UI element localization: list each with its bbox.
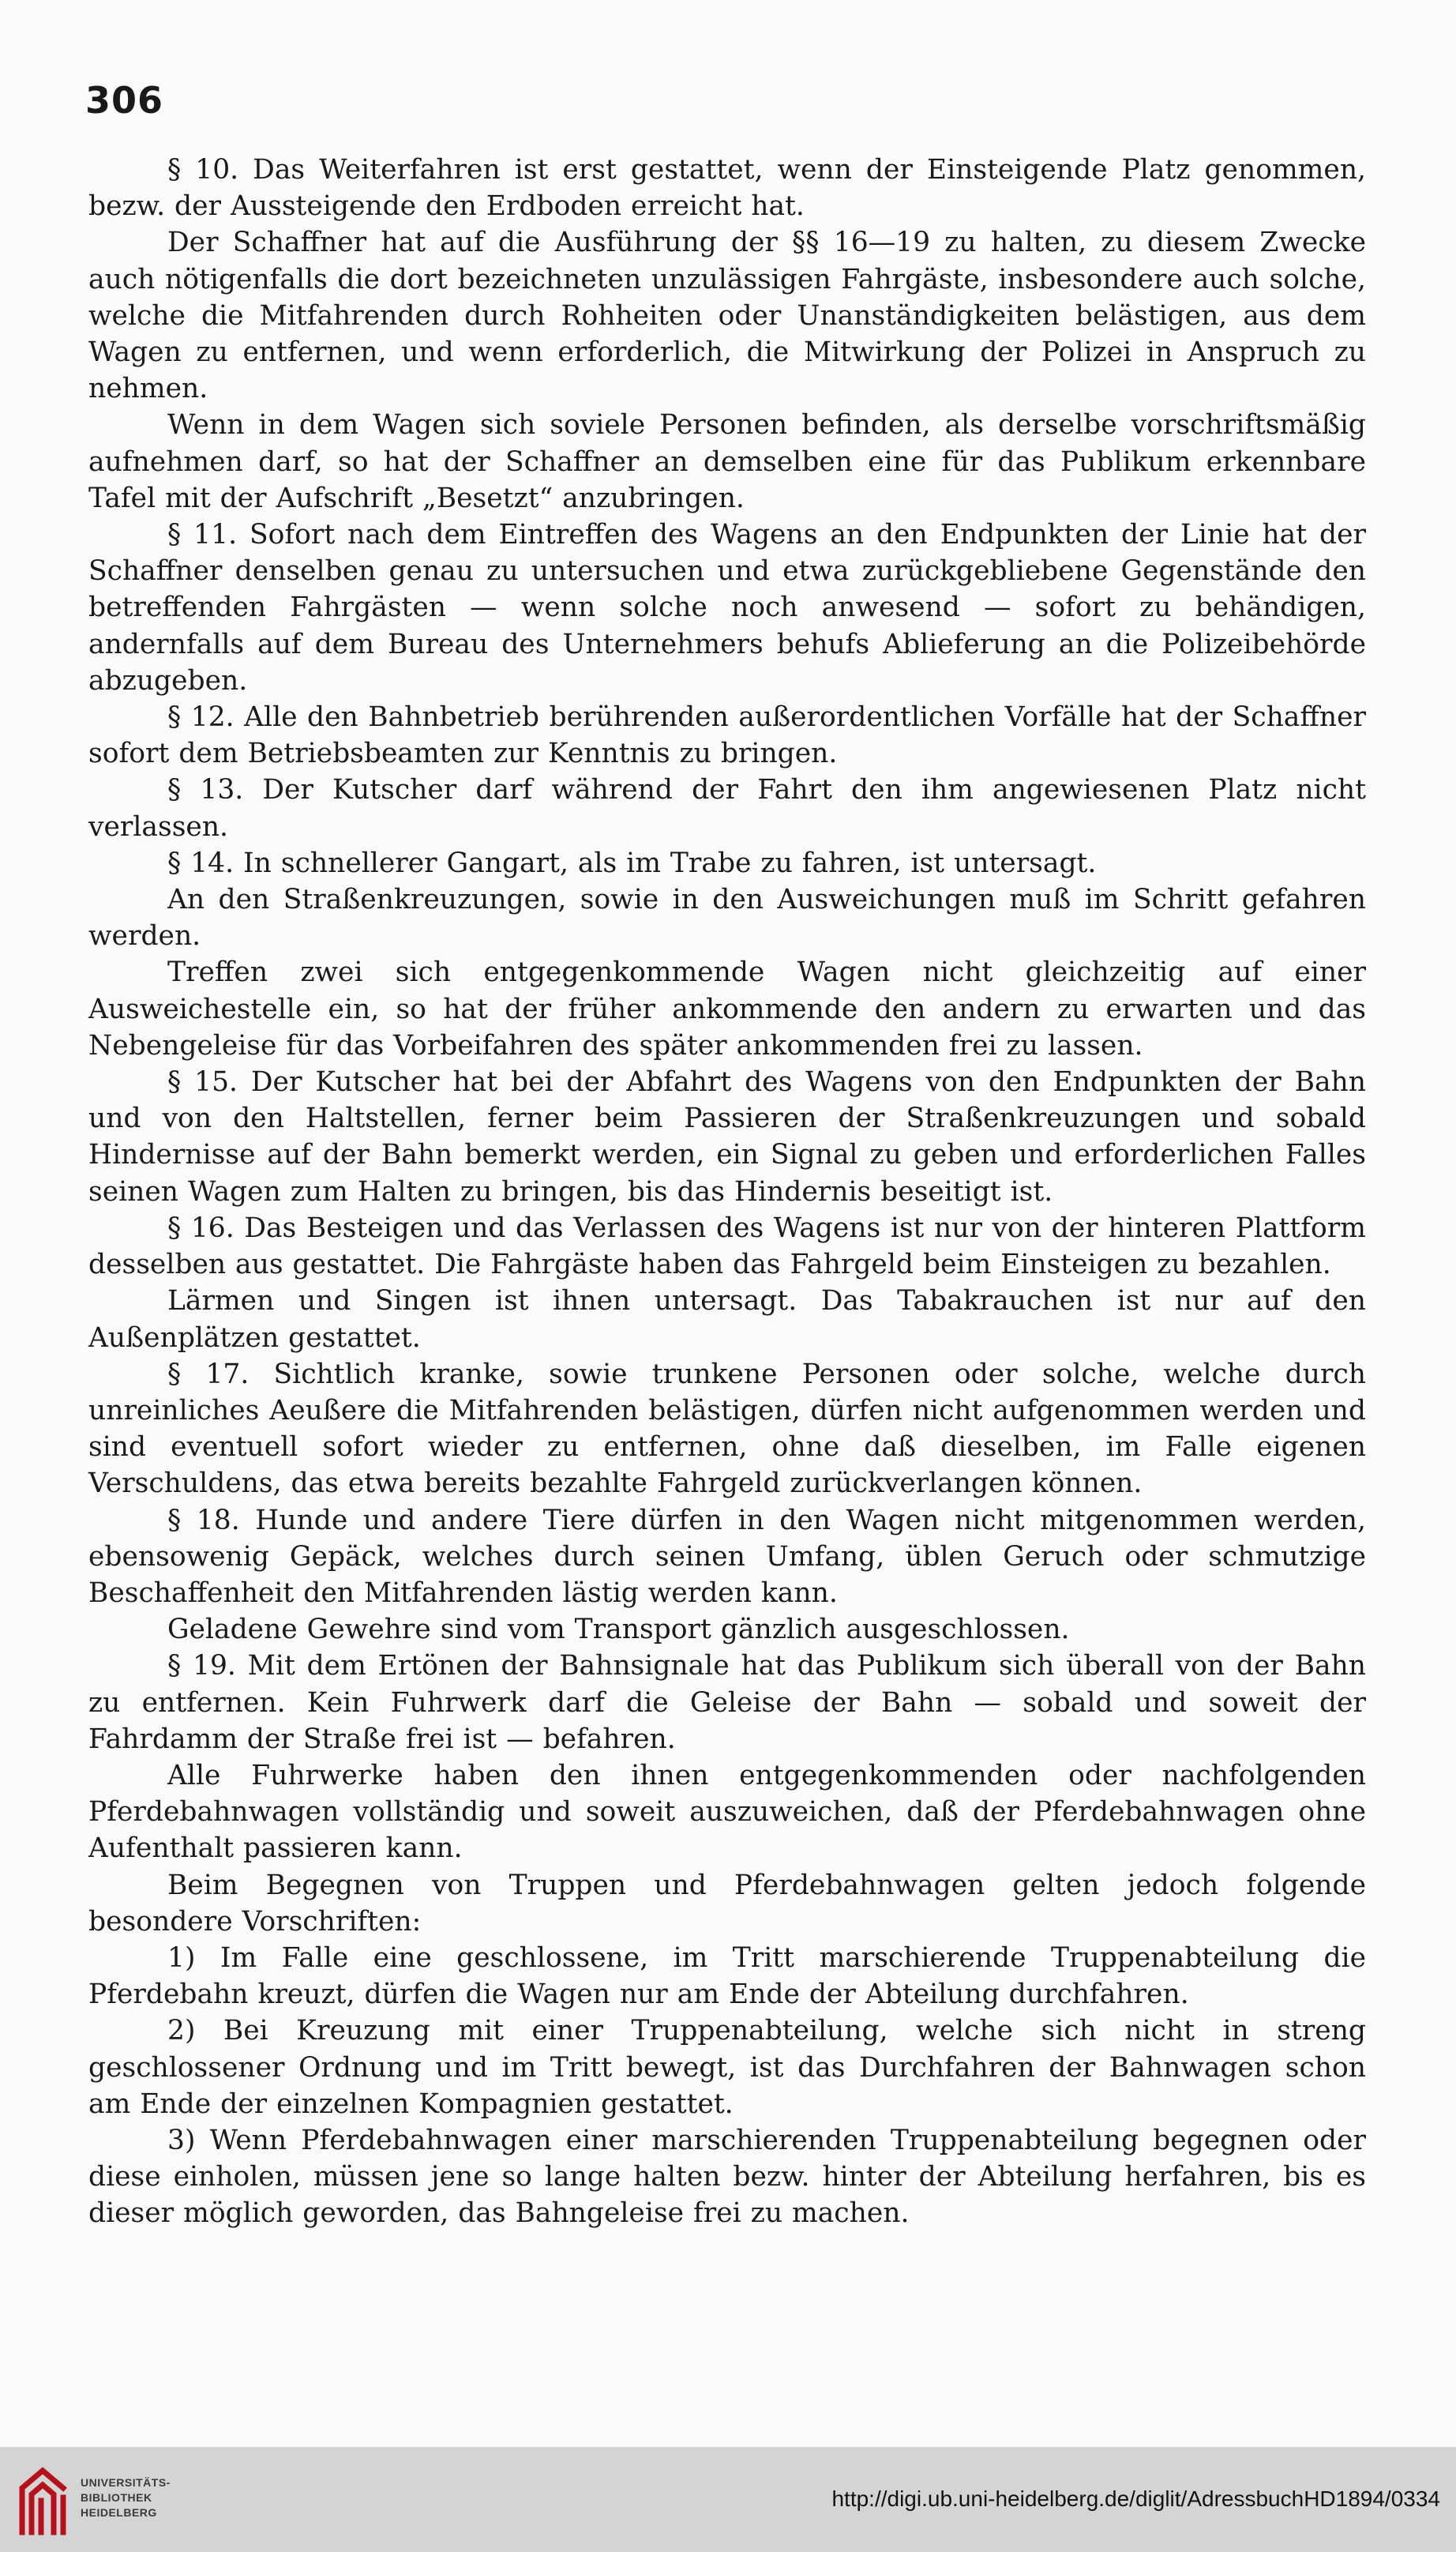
- source-url-link[interactable]: http://digi.ub.uni-heidelberg.de/diglit/AdressbuchHD1894/0334: [831, 2486, 1440, 2511]
- paragraph: § 13. Der Kutscher darf während der Fahrt den ihm angewiesenen Platz nicht verlassen.: [88, 774, 1366, 843]
- library-logo-text: [81, 2475, 171, 2520]
- paragraph: Treffen zwei sich entgegenkommende Wagen nicht gleichzeitig auf einer Ausweichestelle ein, so hat der früher ankommende den andern zu erwarten und das Nebengeleise für das Vorbeifahren des später ankommenden frei zu lassen.: [88, 957, 1366, 1062]
- page-number: 306: [85, 79, 164, 122]
- paragraph: 2) Bei Kreuzung mit einer Truppenabteilung, welche sich nicht in streng geschlossener Ordnung und im Tritt bewegt, ist das Durchfahren der Bahnwagen schon am Ende der einzelnen Kompagnien gestattet.: [88, 2015, 1366, 2120]
- paragraph: § 11. Sofort nach dem Eintreffen des Wagens an den Endpunkten der Linie hat der Schaffner denselben genau zu untersuchen und etwa zurückgebliebene Gegenstände den betreffenden Fahrgästen — wenn solche noch anwesend — sofort zu behändigen, andernfalls auf dem Bureau des Unternehmers behufs Ablieferung an die Polizeibehörde abzugeben.: [88, 519, 1366, 697]
- paragraph: § 14. In schnellerer Gangart, als im Trabe zu fahren, ist untersagt.: [167, 847, 1097, 879]
- paragraph: Der Schaffner hat auf die Ausführung der §§ 16—19 zu halten, zu diesem Zwecke auch nötigenfalls die dort bezeichneten unzulässigen Fahrgäste, insbesondere auch solche, welche die Mitfahrenden durch Rohheiten oder Unanständigkeiten belästigen, aus dem Wagen zu entfernen, und wenn erforderlich, die Mitwirkung der Polizei in Anspruch zu nehmen.: [88, 227, 1366, 405]
- logo-line: BIBLIOTHEK: [81, 2491, 152, 2504]
- body-text: [88, 152, 1366, 2232]
- paragraph: § 10. Das Weiterfahren ist erst gestattet, wenn der Einsteigende Platz genommen, bezw. der Aussteigende den Erdboden erreicht hat.: [88, 154, 1366, 223]
- paragraph: § 16. Das Besteigen und das Verlassen des Wagens ist nur von der hinteren Plattform desselben aus gestattet. Die Fahrgäste haben das Fahrgeld beim Einsteigen zu bezahlen.: [88, 1212, 1366, 1281]
- paragraph: § 19. Mit dem Ertönen der Bahnsignale hat das Publikum sich überall von der Bahn zu entfernen. Kein Fuhrwerk darf die Geleise der Bahn — sobald und soweit der Fahrdamm der Straße frei ist — befahren.: [88, 1650, 1366, 1755]
- logo-line: HEIDELBERG: [81, 2506, 157, 2519]
- footer-bar: [0, 2447, 1456, 2552]
- paragraph: 3) Wenn Pferdebahnwagen einer marschierenden Truppenabteilung begegnen oder diese einholen, müssen jene so lange halten bezw. hinter der Abteilung herfahren, bis es dieser möglich geworden, das Bahngeleise frei zu machen.: [88, 2124, 1366, 2230]
- paragraph: Beim Begegnen von Truppen und Pferdebahnwagen gelten jedoch folgende besondere Vorschriften:: [88, 1869, 1366, 1937]
- paragraph: Alle Fuhrwerke haben den ihnen entgegenkommenden oder nachfolgenden Pferdebahnwagen vollständig und soweit auszuweichen, daß der Pferdebahnwagen ohne Aufenthalt passieren kann.: [88, 1759, 1366, 1865]
- paragraph: Lärmen und Singen ist ihnen untersagt. Das Tabakrauchen ist nur auf den Außenplätzen gestattet.: [88, 1285, 1366, 1354]
- paragraph: Geladene Gewehre sind vom Transport gänzlich ausgeschlossen.: [167, 1614, 1070, 1646]
- paragraph: 1) Im Falle eine geschlossene, im Tritt marschierende Truppenabteilung die Pferdebahn kreuzt, dürfen die Wagen nur am Ende der Abteilung durchfahren.: [88, 1941, 1366, 2011]
- library-logo-icon: [16, 2464, 71, 2537]
- paragraph: § 12. Alle den Bahnbetrieb berührenden außerordentlichen Vorfälle hat der Schaffner sofort dem Betriebsbeamten zur Kenntnis zu bringen.: [88, 701, 1366, 770]
- paragraph: An den Straßenkreuzungen, sowie in den Ausweichungen muß im Schritt gefahren werden.: [88, 884, 1366, 953]
- paragraph: § 18. Hunde und andere Tiere dürfen in den Wagen nicht mitgenommen werden, ebensowenig Gepäck, welches durch seinen Umfang, üblen Geruch oder schmutzige Beschaffenheit den Mitfahrenden lästig werden kann.: [88, 1504, 1366, 1609]
- paragraph: Wenn in dem Wagen sich soviele Personen befinden, als derselbe vorschriftsmäßig aufnehmen darf, so hat der Schaffner an demselben eine für das Publikum erkennbare Tafel mit der Aufschrift „Besetzt“ anzubringen.: [88, 409, 1366, 514]
- paragraph: § 15. Der Kutscher hat bei der Abfahrt des Wagens von den Endpunkten der Bahn und von den Haltstellen, ferner beim Passieren der Straßenkreuzungen und sobald Hindernisse auf der Bahn bemerkt werden, ein Signal zu geben und erforderlichen Falles seinen Wagen zum Halten zu bringen, bis das Hindernis beseitigt ist.: [88, 1066, 1366, 1208]
- library-logo[interactable]: [16, 2464, 197, 2537]
- logo-line: UNIVERSITÄTS-: [81, 2476, 171, 2489]
- paragraph: § 17. Sichtlich kranke, sowie trunkene Personen oder solche, welche durch unreinliches Aeußere die Mitfahrenden belästigen, dürfen nicht aufgenommen werden und sind eventuell sofort wieder zu entfernen, ohne daß dieselben, im Falle eigenen Verschuldens, das etwa bereits bezahlte Fahrgeld zurückverlangen können.: [88, 1358, 1366, 1500]
